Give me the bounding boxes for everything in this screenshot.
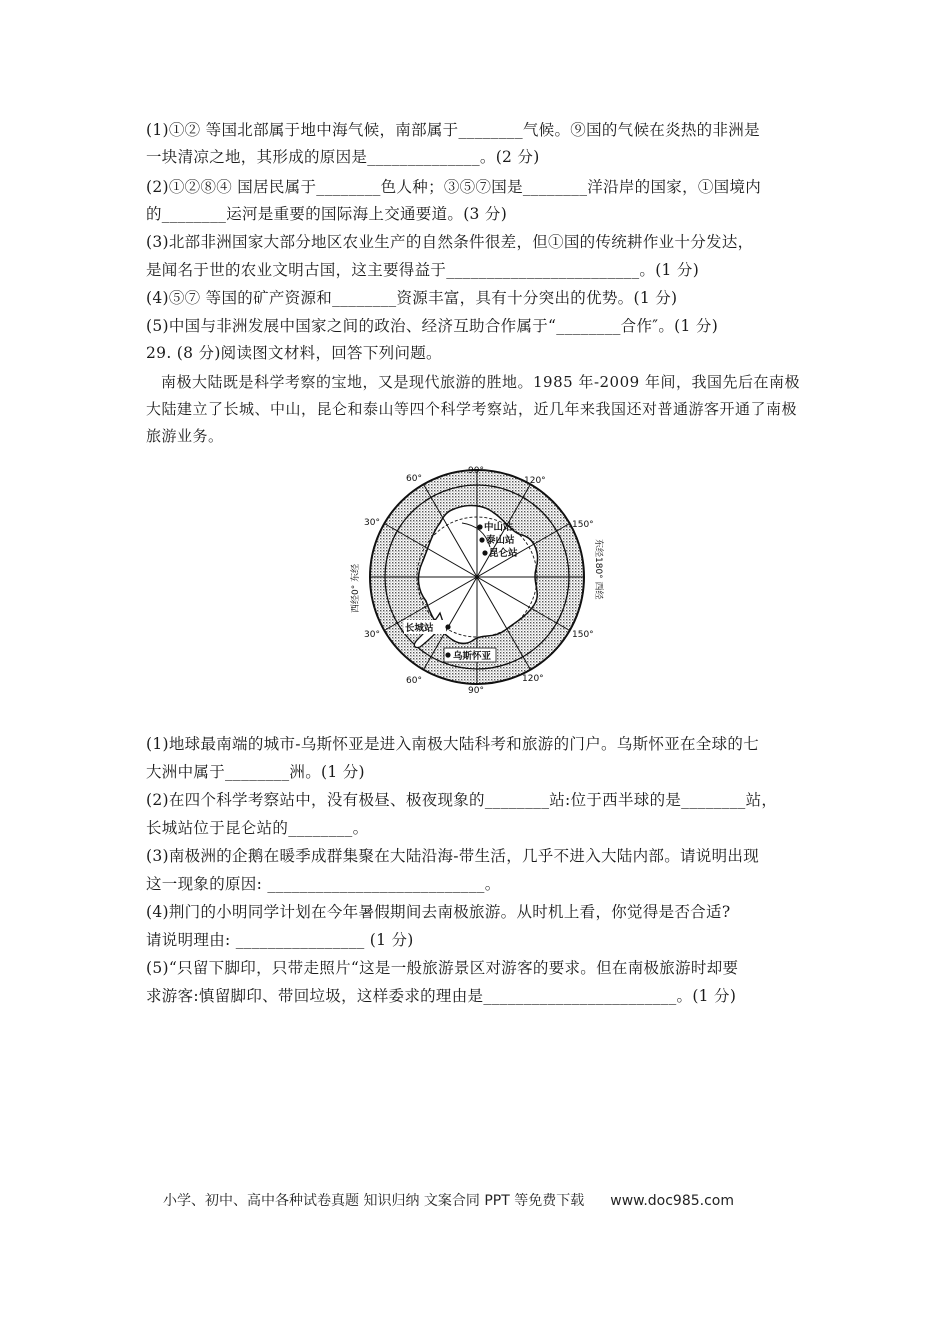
q28-line-4: 的________运河是重要的国际海上交通要道。(3 分): [146, 205, 508, 223]
taishan-station-label: 泰山站: [486, 535, 515, 546]
kunlun-station-marker: [482, 550, 487, 555]
lon-label-120-ne: 120°: [524, 476, 546, 486]
q29-line-9: (5)“只留下脚印，只带走照片“这是一般旅游景区对游客的要求。但在南极旅游时却要: [146, 959, 739, 977]
footer-url-link[interactable]: www.doc985.com: [610, 1193, 734, 1209]
q29-line-2: 大洲中属于________洲。(1 分): [146, 763, 365, 781]
q29-line-3: (2)在四个科学考察站中，没有极昼、极夜现象的________站:位于西半球的是________站，: [146, 791, 778, 809]
q29-line-8: 请说明理由: ________________ (1 分): [146, 931, 414, 949]
lon-label-30-nw: 30°: [364, 518, 380, 528]
lon-label-150-se: 150°: [572, 630, 594, 640]
q29-passage: 南极大陆既是科学考察的宝地，又是现代旅游的胜地。1985 年-2009 年间，我国先后在南极大陆建立了长城、中山，昆仑和泰山等四个科学考察站，近几年来我国还对普通游客开通了南极旅游业务。: [146, 373, 800, 445]
q28-line-7: (4)⑤⑦ 等国的矿产资源和________资源丰富，具有十分突出的优势。(1 分): [146, 289, 678, 307]
q28-line-3: (2)①②⑧④ 国居民属于________色人种；③⑤⑦国是________洋沿岸的国家，①国境内: [146, 178, 762, 196]
q29-line-4: 长城站位于昆仑站的________。: [146, 819, 369, 837]
page-footer: [163, 1192, 734, 1210]
ushuaia-label: 乌斯怀亚: [453, 651, 492, 662]
q28-line-2: 一块清凉之地，其形成的原因是______________。(2 分): [146, 148, 540, 166]
right-side-label: 东经180° 西经: [593, 539, 603, 600]
q28-line-1: (1)①② 等国北部属于地中海气候，南部属于________气候。⑨国的气候在炎热的非洲是: [146, 121, 760, 139]
lon-label-90-bottom: 90°: [468, 686, 484, 695]
zhongshan-station-marker: [477, 524, 482, 529]
lon-label-30-w: 30°: [364, 630, 380, 640]
lon-label-90-top: 90°: [468, 466, 484, 476]
q28-line-8: (5)中国与非洲发展中国家之间的政治、经济互助合作属于“________合作″。(1 分): [146, 317, 719, 335]
q29-line-7: (4)荆门的小明同学计划在今年暑假期间去南极旅游。从时机上看，你觉得是否合适?: [146, 903, 731, 921]
changcheng-station-marker: [445, 624, 450, 629]
lon-label-60-sw: 60°: [406, 676, 422, 686]
q29-line-1: (1)地球最南端的城市-乌斯怀亚是进入南极大陆科考和旅游的门户。乌斯怀亚在全球的七: [146, 735, 759, 753]
q28-line-5: (3)北部非洲国家大部分地区农业生产的自然条件很差，但①国的传统耕作业十分发达，: [146, 233, 754, 251]
lon-label-150-e: 150°: [572, 520, 594, 530]
q29-line-5: (3)南极洲的企鹅在暖季成群集聚在大陆沿海-带生活，几乎不进入大陆内部。请说明出现: [146, 847, 759, 865]
q29-header: 29. (8 分)阅读图文材料，回答下列问题。: [146, 344, 442, 362]
q29-line-10: 求游客:慎留脚印、带回垃圾，这样委求的理由是________________________。(1 分): [146, 987, 737, 1005]
lon-label-60-nw: 60°: [406, 474, 422, 484]
lon-label-120-se: 120°: [522, 674, 544, 684]
ushuaia-marker: [445, 652, 450, 657]
antarctica-map: [344, 463, 610, 695]
footer-text: 小学、初中、高中各种试卷真题 知识归纳 文案合同 PPT 等免费下载: [163, 1193, 585, 1209]
taishan-station-marker: [479, 537, 484, 542]
changcheng-station-label: 长城站: [405, 623, 434, 634]
left-side-label: 西经0° 东经: [351, 563, 361, 613]
kunlun-station-label: 昆仑站: [489, 548, 518, 559]
q29-line-6: 这一现象的原因: ___________________________。: [146, 875, 501, 893]
zhongshan-station-label: 中山站: [484, 522, 513, 533]
q28-line-6: 是闻名于世的农业文明古国，这主要得益于________________________。(1 分): [146, 261, 700, 279]
